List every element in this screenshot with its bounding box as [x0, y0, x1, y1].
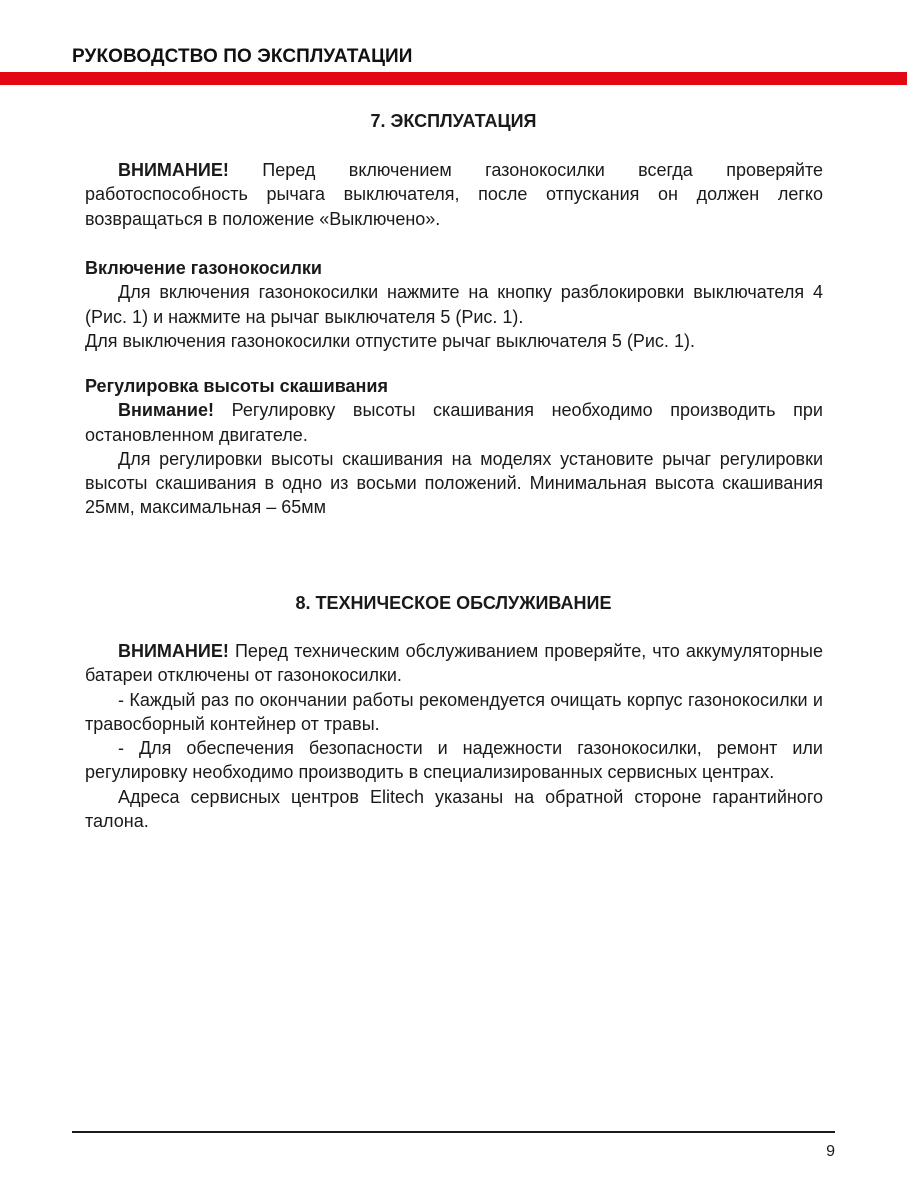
maintenance-item-3: Адреса сервисных центров Elitech указаны на обратной стороне гарантийного талона.	[85, 786, 823, 832]
warning-label: ВНИМАНИЕ!	[118, 641, 229, 661]
switch-on-para: Для включения газонокосилки нажмите на кнопку разблокировки выключателя 4 (Рис. 1) и нажмите на рычаг выключателя 5 (Рис. 1).	[85, 282, 823, 327]
warning-text: Перед включением газонокосилки всегда проверяйте работоспособность рычага выключателя, после отпускания он должен легко возвращаться в положение «Выключено».	[85, 160, 823, 229]
warning-label: ВНИМАНИЕ!	[118, 160, 229, 180]
footer-rule	[72, 1131, 835, 1133]
height-heading: Регулировка высоты скашивания	[85, 376, 388, 396]
document-header-title: РУКОВОДСТВО ПО ЭКСПЛУАТАЦИИ	[72, 46, 413, 67]
switch-on-heading: Включение газонокосилки	[85, 258, 322, 278]
warning-text: Перед техническим обслуживанием проверяйте, что аккумуляторные батареи отключены от газонокосилки.	[85, 641, 823, 686]
height-block	[85, 374, 823, 520]
attention-label: Внимание!	[118, 400, 214, 421]
section-8-title: 8. ТЕХНИЧЕСКОЕ ОБСЛУЖИВАНИЕ	[295, 593, 612, 613]
header-accent-bar	[0, 72, 907, 85]
height-para: Для регулировки высоты скашивания на моделях установите рычаг регулировки высоты скашивания в одно из восьми положений. Минимальная высота скашивания 25мм, максимальная – 65мм	[85, 448, 823, 518]
section-8-body	[85, 639, 823, 833]
switch-on-block	[85, 256, 823, 353]
section-7-warning	[85, 158, 823, 231]
switch-off-para: Для выключения газонокосилки отпустите рычаг выключателя 5 (Рис. 1).	[85, 330, 695, 351]
maintenance-item-1: - Каждый раз по окончании работы рекомендуется очищать корпус газонокосилки и травосборный контейнер от травы.	[85, 689, 823, 734]
section-7-title: 7. ЭКСПЛУАТАЦИЯ	[370, 111, 537, 131]
page-number: 9	[826, 1143, 835, 1160]
maintenance-item-2: - Для обеспечения безопасности и надежности газонокосилки, ремонт или регулировку необходимо производить в специализированных сервисных центрах.	[85, 738, 823, 783]
attention-text: Регулировку высоты скашивания необходимо производить при остановленном двигателе.	[85, 400, 823, 445]
